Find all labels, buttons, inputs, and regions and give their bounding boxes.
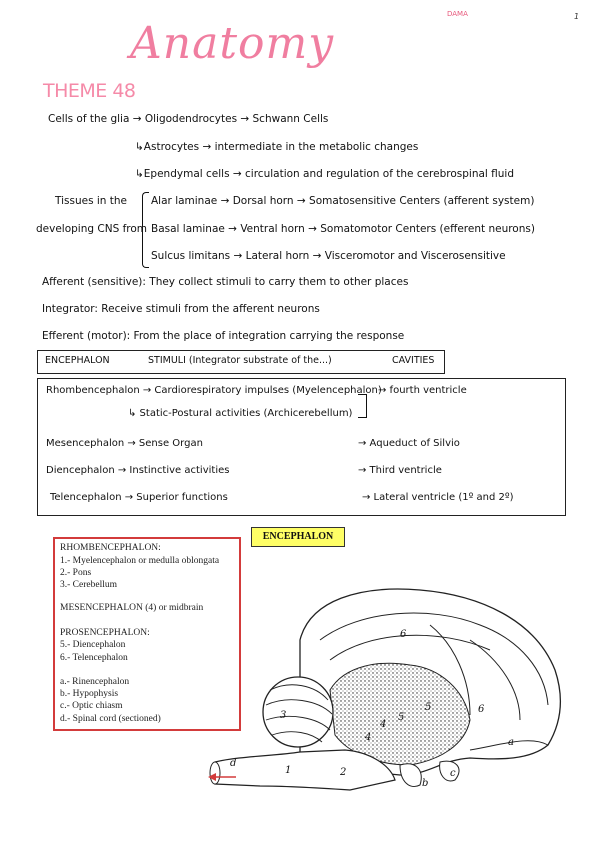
marker-6b: 6 — [478, 704, 485, 715]
author-label: DAMA — [447, 10, 468, 18]
marker-5b: 5 — [425, 702, 432, 713]
legend-item: 1.- Myelencephalon or medulla oblongata — [60, 556, 220, 566]
marker-c: c — [450, 768, 456, 779]
theme-heading: THEME 48 — [43, 80, 136, 102]
marker-6: 6 — [400, 629, 407, 640]
legend-item: a.- Rinencephalon — [60, 677, 130, 687]
glia-line-2: ↳Astrocytes → intermediate in the metabolic changes — [135, 141, 419, 153]
row-rhombencephalon: Rhombencephalon → Cardiorespiratory impulses (Myelencephalon) — [46, 385, 382, 396]
tissues-row-1: Alar laminae → Dorsal horn → Somatosensitive Centers (afferent system) — [151, 195, 535, 207]
table-header-stimuli: STIMULI (Integrator substrate of the...) — [148, 355, 332, 366]
table-header-cavities: CAVITIES — [392, 355, 435, 366]
cavity-lateral-ventricle: → Lateral ventricle (1º and 2º) — [362, 492, 514, 503]
legend-item: PROSENCEPHALON: — [60, 628, 150, 638]
page-title: Anatomy — [130, 18, 335, 69]
marker-2: 2 — [340, 767, 347, 778]
legend-item: RHOMBENCEPHALON: — [60, 543, 161, 553]
legend-item: 3.- Cerebellum — [60, 580, 117, 590]
table-header-encephalon: ENCEPHALON — [45, 355, 110, 366]
row-mesencephalon: Mesencephalon → Sense Organ — [46, 438, 203, 449]
row-static-postural: ↳ Static-Postural activities (Archicerebellum) — [128, 408, 353, 419]
legend-item: b.- Hypophysis — [60, 689, 119, 699]
legend-item: c.- Optic chiasm — [60, 701, 123, 711]
definition-integrator: Integrator: Receive stimuli from the afferent neurons — [42, 303, 320, 315]
tissues-label-2: developing CNS from — [36, 223, 148, 235]
marker-5: 5 — [398, 712, 405, 723]
row-telencephalon: Telencephalon → Superior functions — [50, 492, 228, 503]
marker-a: a — [508, 737, 514, 748]
definition-afferent: Afferent (sensitive): They collect stimuli to carry them to other places — [42, 276, 409, 288]
marker-4b: 4 — [380, 719, 387, 730]
legend-item: MESENCEPHALON (4) or midbrain — [60, 603, 204, 613]
definition-efferent: Efferent (motor): From the place of integration carrying the response — [42, 330, 405, 342]
legend-item: 5.- Diencephalon — [60, 640, 126, 650]
cavity-aqueduct: → Aqueduct of Silvio — [358, 438, 460, 449]
figure-label: ENCEPHALON — [251, 527, 345, 547]
glia-line-3: ↳Ependymal cells → circulation and regulation of the cerebrospinal fluid — [135, 168, 515, 180]
tissues-row-3: Sulcus limitans → Lateral horn → Visceromotor and Viscerosensitive — [151, 250, 506, 262]
legend-item: 6.- Telencephalon — [60, 653, 128, 663]
cavity-third-ventricle: → Third ventricle — [358, 465, 442, 476]
marker-d: d — [230, 758, 237, 769]
row-diencephalon: Diencephalon → Instinctive activities — [46, 465, 230, 476]
tissues-label-1: Tissues in the — [55, 195, 128, 207]
marker-1: 1 — [285, 765, 292, 776]
marker-b: b — [422, 778, 429, 789]
marker-3: 3 — [280, 710, 287, 721]
cavity-fourth-ventricle: → fourth ventricle — [378, 385, 467, 396]
glia-line-1: Cells of the glia → Oligodendrocytes → Schwann Cells — [48, 113, 329, 125]
marker-4: 4 — [365, 732, 372, 743]
tissues-row-2: Basal laminae → Ventral horn → Somatomotor Centers (efferent neurons) — [151, 223, 535, 235]
legend-item: 2.- Pons — [60, 568, 92, 578]
legend-item: d.- Spinal cord (sectioned) — [60, 714, 161, 724]
page-number: 1 — [574, 12, 580, 21]
